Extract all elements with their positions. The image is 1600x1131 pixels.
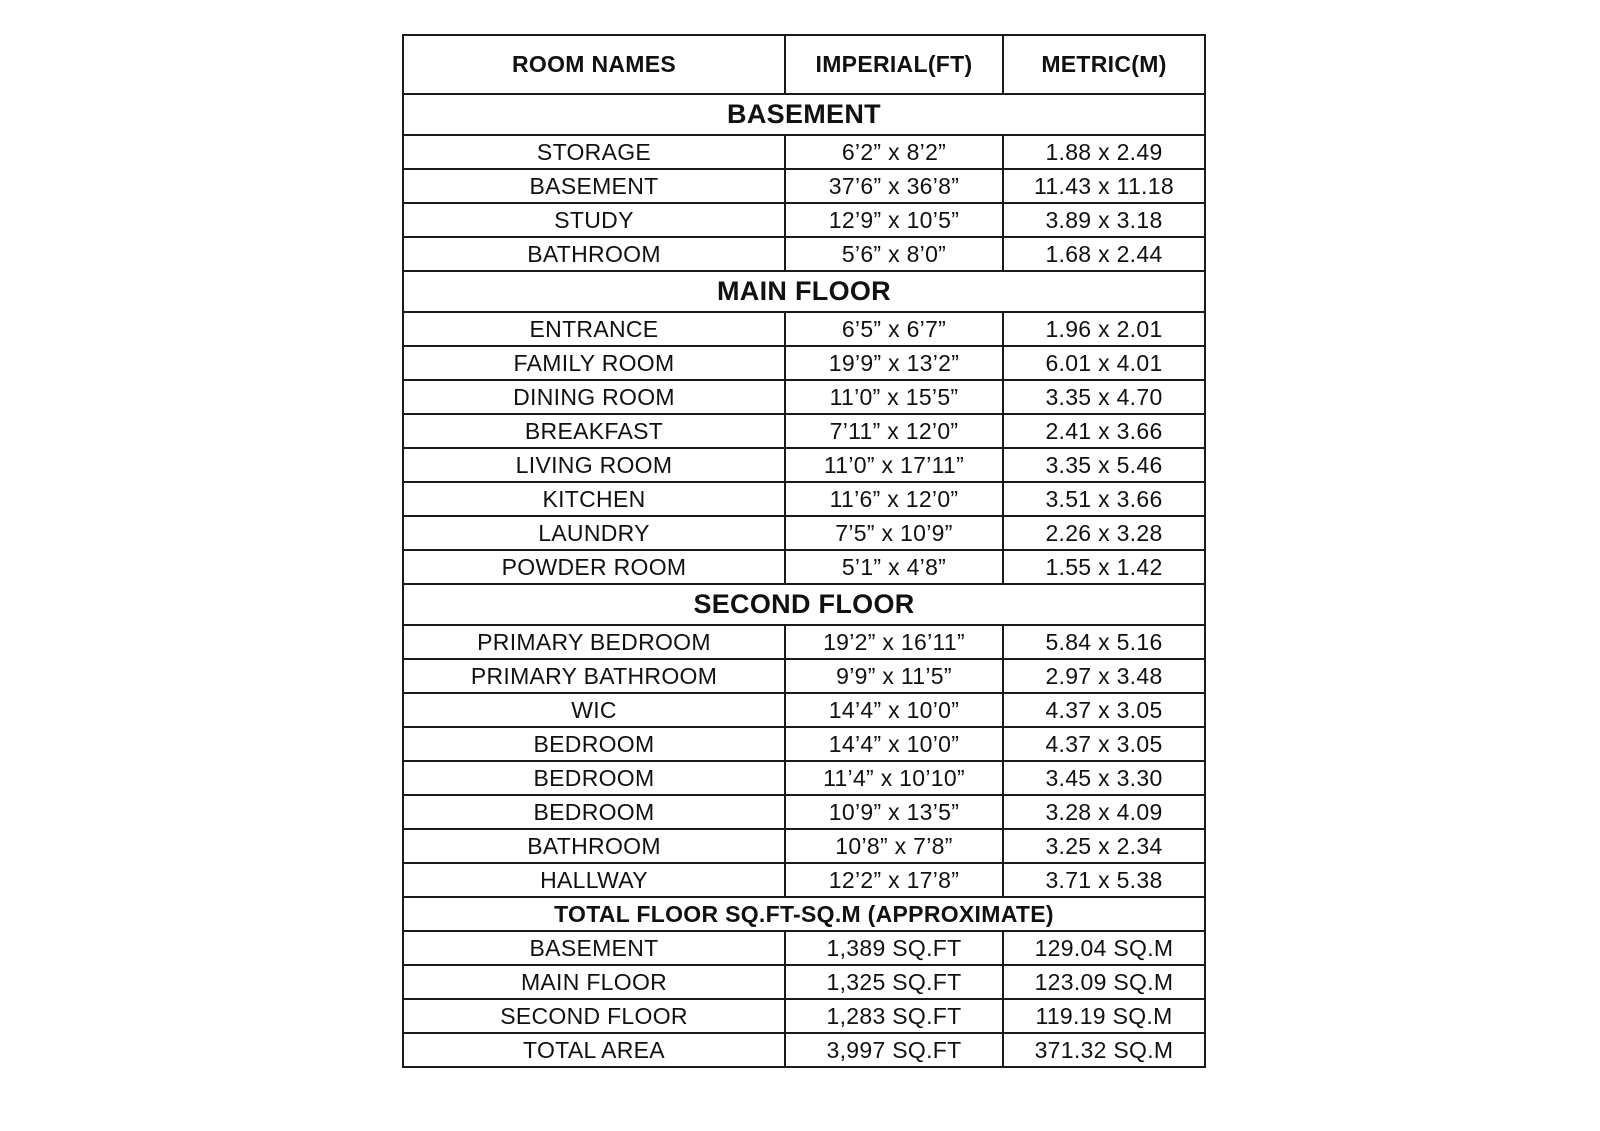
room-name-cell: BATHROOM bbox=[403, 237, 785, 271]
room-name-cell: BASEMENT bbox=[403, 169, 785, 203]
metric-cell: 3.35 x 4.70 bbox=[1003, 380, 1205, 414]
table-row bbox=[403, 346, 1205, 380]
imperial-cell: 1,283 SQ.FT bbox=[785, 999, 1003, 1033]
section-title: MAIN FLOOR bbox=[403, 271, 1205, 312]
metric-cell: 129.04 SQ.M bbox=[1003, 931, 1205, 965]
imperial-cell: 11’4” x 10’10” bbox=[785, 761, 1003, 795]
room-name-cell: BATHROOM bbox=[403, 829, 785, 863]
table-row bbox=[403, 169, 1205, 203]
header-metric: METRIC(M) bbox=[1003, 35, 1205, 94]
metric-cell: 3.71 x 5.38 bbox=[1003, 863, 1205, 897]
room-name-cell: HALLWAY bbox=[403, 863, 785, 897]
metric-cell: 3.35 x 5.46 bbox=[1003, 448, 1205, 482]
room-dimensions-table bbox=[402, 34, 1206, 1068]
section-header-row bbox=[403, 584, 1205, 625]
imperial-cell: 19’2” x 16’11” bbox=[785, 625, 1003, 659]
imperial-cell: 11’0” x 15’5” bbox=[785, 380, 1003, 414]
table-body bbox=[403, 94, 1205, 1067]
imperial-cell: 12’2” x 17’8” bbox=[785, 863, 1003, 897]
imperial-cell: 37’6” x 36’8” bbox=[785, 169, 1003, 203]
room-name-cell: PRIMARY BEDROOM bbox=[403, 625, 785, 659]
room-name-cell: BREAKFAST bbox=[403, 414, 785, 448]
room-name-cell: STUDY bbox=[403, 203, 785, 237]
metric-cell: 3.45 x 3.30 bbox=[1003, 761, 1205, 795]
room-name-cell: DINING ROOM bbox=[403, 380, 785, 414]
table-row bbox=[403, 237, 1205, 271]
room-name-cell: POWDER ROOM bbox=[403, 550, 785, 584]
table-row bbox=[403, 625, 1205, 659]
totals-header-row bbox=[403, 897, 1205, 931]
room-name-cell: FAMILY ROOM bbox=[403, 346, 785, 380]
metric-cell: 3.28 x 4.09 bbox=[1003, 795, 1205, 829]
metric-cell: 6.01 x 4.01 bbox=[1003, 346, 1205, 380]
room-name-cell: STORAGE bbox=[403, 135, 785, 169]
table-row bbox=[403, 414, 1205, 448]
metric-cell: 119.19 SQ.M bbox=[1003, 999, 1205, 1033]
metric-cell: 11.43 x 11.18 bbox=[1003, 169, 1205, 203]
imperial-cell: 6’2” x 8’2” bbox=[785, 135, 1003, 169]
imperial-cell: 7’5” x 10’9” bbox=[785, 516, 1003, 550]
metric-cell: 3.89 x 3.18 bbox=[1003, 203, 1205, 237]
section-title: TOTAL FLOOR SQ.FT-SQ.M (APPROXIMATE) bbox=[403, 897, 1205, 931]
table-row bbox=[403, 135, 1205, 169]
imperial-cell: 5’6” x 8’0” bbox=[785, 237, 1003, 271]
metric-cell: 1.68 x 2.44 bbox=[1003, 237, 1205, 271]
section-header-row bbox=[403, 94, 1205, 135]
room-name-cell: TOTAL AREA bbox=[403, 1033, 785, 1067]
metric-cell: 4.37 x 3.05 bbox=[1003, 693, 1205, 727]
metric-cell: 3.51 x 3.66 bbox=[1003, 482, 1205, 516]
metric-cell: 2.41 x 3.66 bbox=[1003, 414, 1205, 448]
table-row bbox=[403, 448, 1205, 482]
room-name-cell: WIC bbox=[403, 693, 785, 727]
table-row bbox=[403, 999, 1205, 1033]
room-name-cell: PRIMARY BATHROOM bbox=[403, 659, 785, 693]
imperial-cell: 7’11” x 12’0” bbox=[785, 414, 1003, 448]
table-row bbox=[403, 795, 1205, 829]
table-row bbox=[403, 380, 1205, 414]
imperial-cell: 12’9” x 10’5” bbox=[785, 203, 1003, 237]
room-name-cell: KITCHEN bbox=[403, 482, 785, 516]
table-row bbox=[403, 203, 1205, 237]
imperial-cell: 1,325 SQ.FT bbox=[785, 965, 1003, 999]
section-title: SECOND FLOOR bbox=[403, 584, 1205, 625]
room-name-cell: MAIN FLOOR bbox=[403, 965, 785, 999]
metric-cell: 2.97 x 3.48 bbox=[1003, 659, 1205, 693]
table-row bbox=[403, 829, 1205, 863]
imperial-cell: 1,389 SQ.FT bbox=[785, 931, 1003, 965]
room-name-cell: ENTRANCE bbox=[403, 312, 785, 346]
imperial-cell: 11’0” x 17’11” bbox=[785, 448, 1003, 482]
imperial-cell: 11’6” x 12’0” bbox=[785, 482, 1003, 516]
metric-cell: 3.25 x 2.34 bbox=[1003, 829, 1205, 863]
imperial-cell: 14’4” x 10’0” bbox=[785, 727, 1003, 761]
table-row bbox=[403, 550, 1205, 584]
room-name-cell: BEDROOM bbox=[403, 795, 785, 829]
section-title: BASEMENT bbox=[403, 94, 1205, 135]
room-name-cell: BEDROOM bbox=[403, 761, 785, 795]
room-name-cell: LIVING ROOM bbox=[403, 448, 785, 482]
metric-cell: 4.37 x 3.05 bbox=[1003, 727, 1205, 761]
table-header-row bbox=[403, 35, 1205, 94]
imperial-cell: 6’5” x 6’7” bbox=[785, 312, 1003, 346]
imperial-cell: 19’9” x 13’2” bbox=[785, 346, 1003, 380]
table-row bbox=[403, 863, 1205, 897]
room-name-cell: LAUNDRY bbox=[403, 516, 785, 550]
room-name-cell: BEDROOM bbox=[403, 727, 785, 761]
table-row bbox=[403, 312, 1205, 346]
imperial-cell: 10’9” x 13’5” bbox=[785, 795, 1003, 829]
section-header-row bbox=[403, 271, 1205, 312]
table-row bbox=[403, 761, 1205, 795]
room-name-cell: SECOND FLOOR bbox=[403, 999, 785, 1033]
imperial-cell: 3,997 SQ.FT bbox=[785, 1033, 1003, 1067]
table-row bbox=[403, 727, 1205, 761]
metric-cell: 2.26 x 3.28 bbox=[1003, 516, 1205, 550]
table-row bbox=[403, 965, 1205, 999]
table-row bbox=[403, 482, 1205, 516]
header-imperial: IMPERIAL(FT) bbox=[785, 35, 1003, 94]
imperial-cell: 10’8” x 7’8” bbox=[785, 829, 1003, 863]
table-row bbox=[403, 1033, 1205, 1067]
metric-cell: 1.88 x 2.49 bbox=[1003, 135, 1205, 169]
room-name-cell: BASEMENT bbox=[403, 931, 785, 965]
header-room-names: ROOM NAMES bbox=[403, 35, 785, 94]
table-row bbox=[403, 693, 1205, 727]
table-row bbox=[403, 931, 1205, 965]
metric-cell: 1.55 x 1.42 bbox=[1003, 550, 1205, 584]
imperial-cell: 5’1” x 4’8” bbox=[785, 550, 1003, 584]
imperial-cell: 9’9” x 11’5” bbox=[785, 659, 1003, 693]
metric-cell: 5.84 x 5.16 bbox=[1003, 625, 1205, 659]
metric-cell: 123.09 SQ.M bbox=[1003, 965, 1205, 999]
metric-cell: 1.96 x 2.01 bbox=[1003, 312, 1205, 346]
metric-cell: 371.32 SQ.M bbox=[1003, 1033, 1205, 1067]
table-row bbox=[403, 659, 1205, 693]
table-row bbox=[403, 516, 1205, 550]
imperial-cell: 14’4” x 10’0” bbox=[785, 693, 1003, 727]
